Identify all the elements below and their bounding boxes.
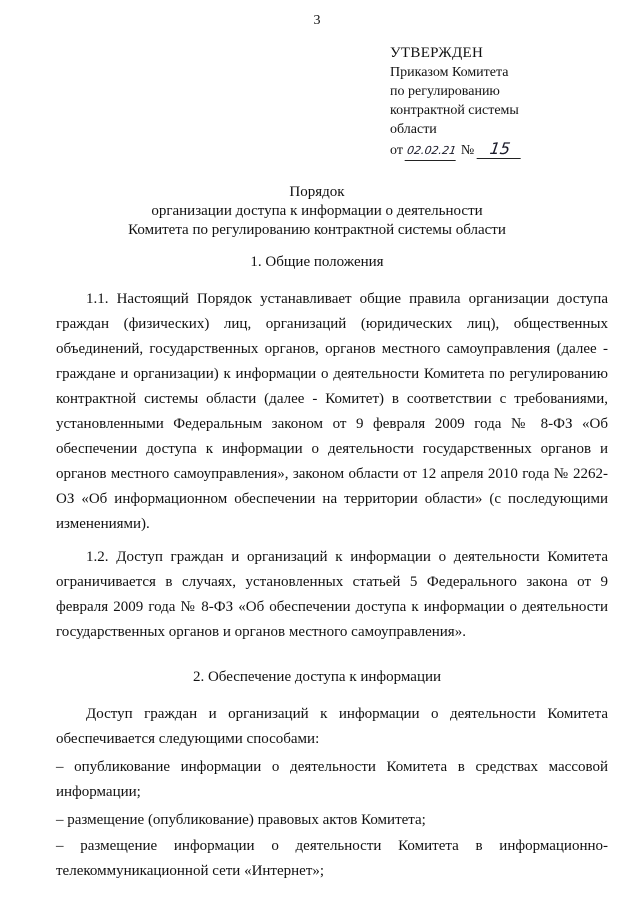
paragraph-text: Доступ граждан и организаций к информации о деятельности Комитета обеспечивается следующими способами: <box>56 706 608 747</box>
approval-date: 02.02.21 <box>405 141 459 161</box>
approval-stamp <box>390 44 522 161</box>
date-prefix: от <box>390 143 403 158</box>
section-2-intro <box>56 702 608 752</box>
paragraph-text: 1.1. Настоящий Порядок устанавливает общие правила организации доступа граждан (физических) лиц, организаций (юридических лиц), общественных объединений, государственных органов, органов местного самоуправления (далее - граждане и организации) к информации о деятельности Комитета по регулированию контрактной системы области (далее - Комитет) в соответствии с требованиями, установленными Федеральным законом от 9 февраля 2009 года № 8-ФЗ «Об обеспечении доступа к информации о деятельности государственных органов и органов местного самоуправления», законом области от 12 апреля 2010 года № 2262-ОЗ «Об информационном обеспечении на территории области» (с последующими изменениями). <box>56 291 608 532</box>
number-prefix: № <box>460 143 475 158</box>
approval-line: по регулированию <box>390 84 500 99</box>
approval-label: УТВЕРЖДЕН <box>390 45 484 61</box>
approval-line: области <box>390 122 437 137</box>
approval-number: 15 <box>476 139 523 159</box>
title-line: организации доступа к информации о деятельности <box>151 203 483 219</box>
approval-line: контрактной системы <box>390 103 519 118</box>
approval-date-number-line <box>390 139 522 161</box>
page-number: 3 <box>313 13 321 28</box>
paragraph-text: 1.2. Доступ граждан и организаций к информации о деятельности Комитета ограничивается в случаях, установленных статьей 5 Федерального закона от 9 февраля 2009 года № 8-ФЗ «Об обеспечении доступа к информации о деятельности государственных органов и органов местного самоуправления». <box>56 549 608 640</box>
list-item: – размещение (опубликование) правовых актов Комитета; <box>56 812 426 828</box>
section-2-heading: 2. Обеспечение доступа к информации <box>192 669 442 685</box>
approval-line: Приказом Комитета <box>390 65 509 80</box>
list-item: – размещение информации о деятельности Комитета в информационно-телекоммуникационной сети «Интернет»; <box>56 838 608 879</box>
section-1-heading: 1. Общие положения <box>250 254 384 270</box>
document-title <box>0 183 634 240</box>
title-line: Порядок <box>289 184 345 200</box>
paragraph-1-2 <box>56 545 608 645</box>
title-line: Комитета по регулированию контрактной системы области <box>128 222 506 238</box>
list-item: – опубликование информации о деятельности Комитета в средствах массовой информации; <box>56 759 608 800</box>
paragraph-1-1 <box>56 287 608 537</box>
